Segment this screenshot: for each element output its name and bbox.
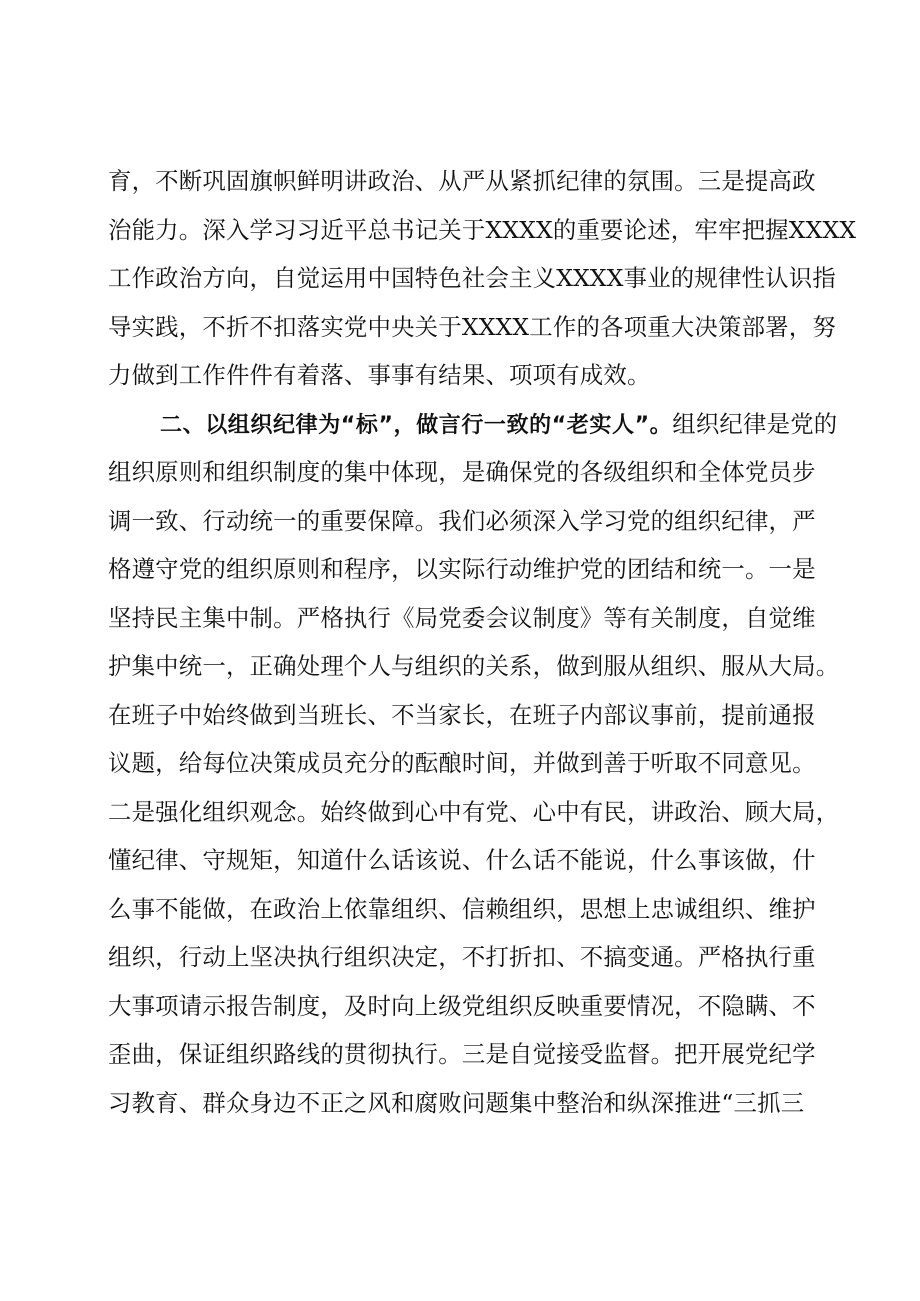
text-line: 治能力。深入学习习近平总书记关于XXXX的重要论述，牢牢把握XXXX: [108, 215, 857, 244]
text-line: 组织原则和组织制度的集中体现，是确保党的各级组织和全体党员步: [108, 458, 816, 486]
section-heading-line: [108, 400, 838, 449]
text-line: 力做到工作件件有着落、事事有结果、项项有成效。: [108, 361, 651, 389]
text-line: 坚持民主集中制。严格执行《局党委会议制度》等有关制度，自觉维: [108, 603, 816, 632]
text-line: 导实践，不折不扣落实党中央关于XXXX工作的各项重大决策部署，努: [108, 312, 836, 341]
text-line: 习教育、群众身边不正之风和腐败问题集中整治和纵深推进“三抓三: [108, 1088, 805, 1117]
text-line: 格遵守党的组织原则和程序，以实际行动维护党的团结和统一。一是: [108, 555, 816, 583]
text-line: 二是强化组织观念。始终做到心中有党、心中有民，讲政治、顾大局，: [108, 797, 840, 826]
text-line: 议题，给每位决策成员充分的酝酿时间，并做到善于听取不同意见。: [108, 749, 816, 777]
text-line: 育，不断巩固旗帜鲜明讲政治、从严从紧抓纪律的氛围。三是提高政: [108, 167, 816, 195]
text-line: 么事不能做，在政治上依靠组织、信赖组织，思想上忠诚组织、维护: [108, 894, 816, 923]
text-line: 懂纪律、守规矩，知道什么话该说、什么话不能说，什么事该做，什: [108, 846, 816, 874]
paragraph-start: 组织纪律是党的: [672, 409, 838, 438]
text-line: 大事项请示报告制度，及时向上级党组织反映重要情况，不隐瞒、不: [108, 991, 816, 1020]
text-line: 工作政治方向，自觉运用中国特色社会主义XXXX事业的规律性认识指: [108, 264, 836, 292]
text-line: 组织，行动上坚决执行组织决定，不打折扣、不搞变通。严格执行重: [108, 943, 816, 971]
text-line: 调一致、行动统一的重要保障。我们必须深入学习党的组织纪律，严: [108, 506, 816, 535]
text-line: 护集中统一，正确处理个人与组织的关系，做到服从组织、服从大局。: [108, 652, 840, 680]
text-line: 歪曲，保证组织路线的贯彻执行。三是自觉接受监督。把开展党纪学: [108, 1040, 816, 1068]
text-line: 在班子中始终做到当班长、不当家长，在班子内部议事前，提前通报: [108, 700, 816, 729]
section-heading: 二、以组织纪律为“标”，做言行一致的“老实人”。: [160, 412, 673, 438]
document-body: [108, 157, 857, 1127]
